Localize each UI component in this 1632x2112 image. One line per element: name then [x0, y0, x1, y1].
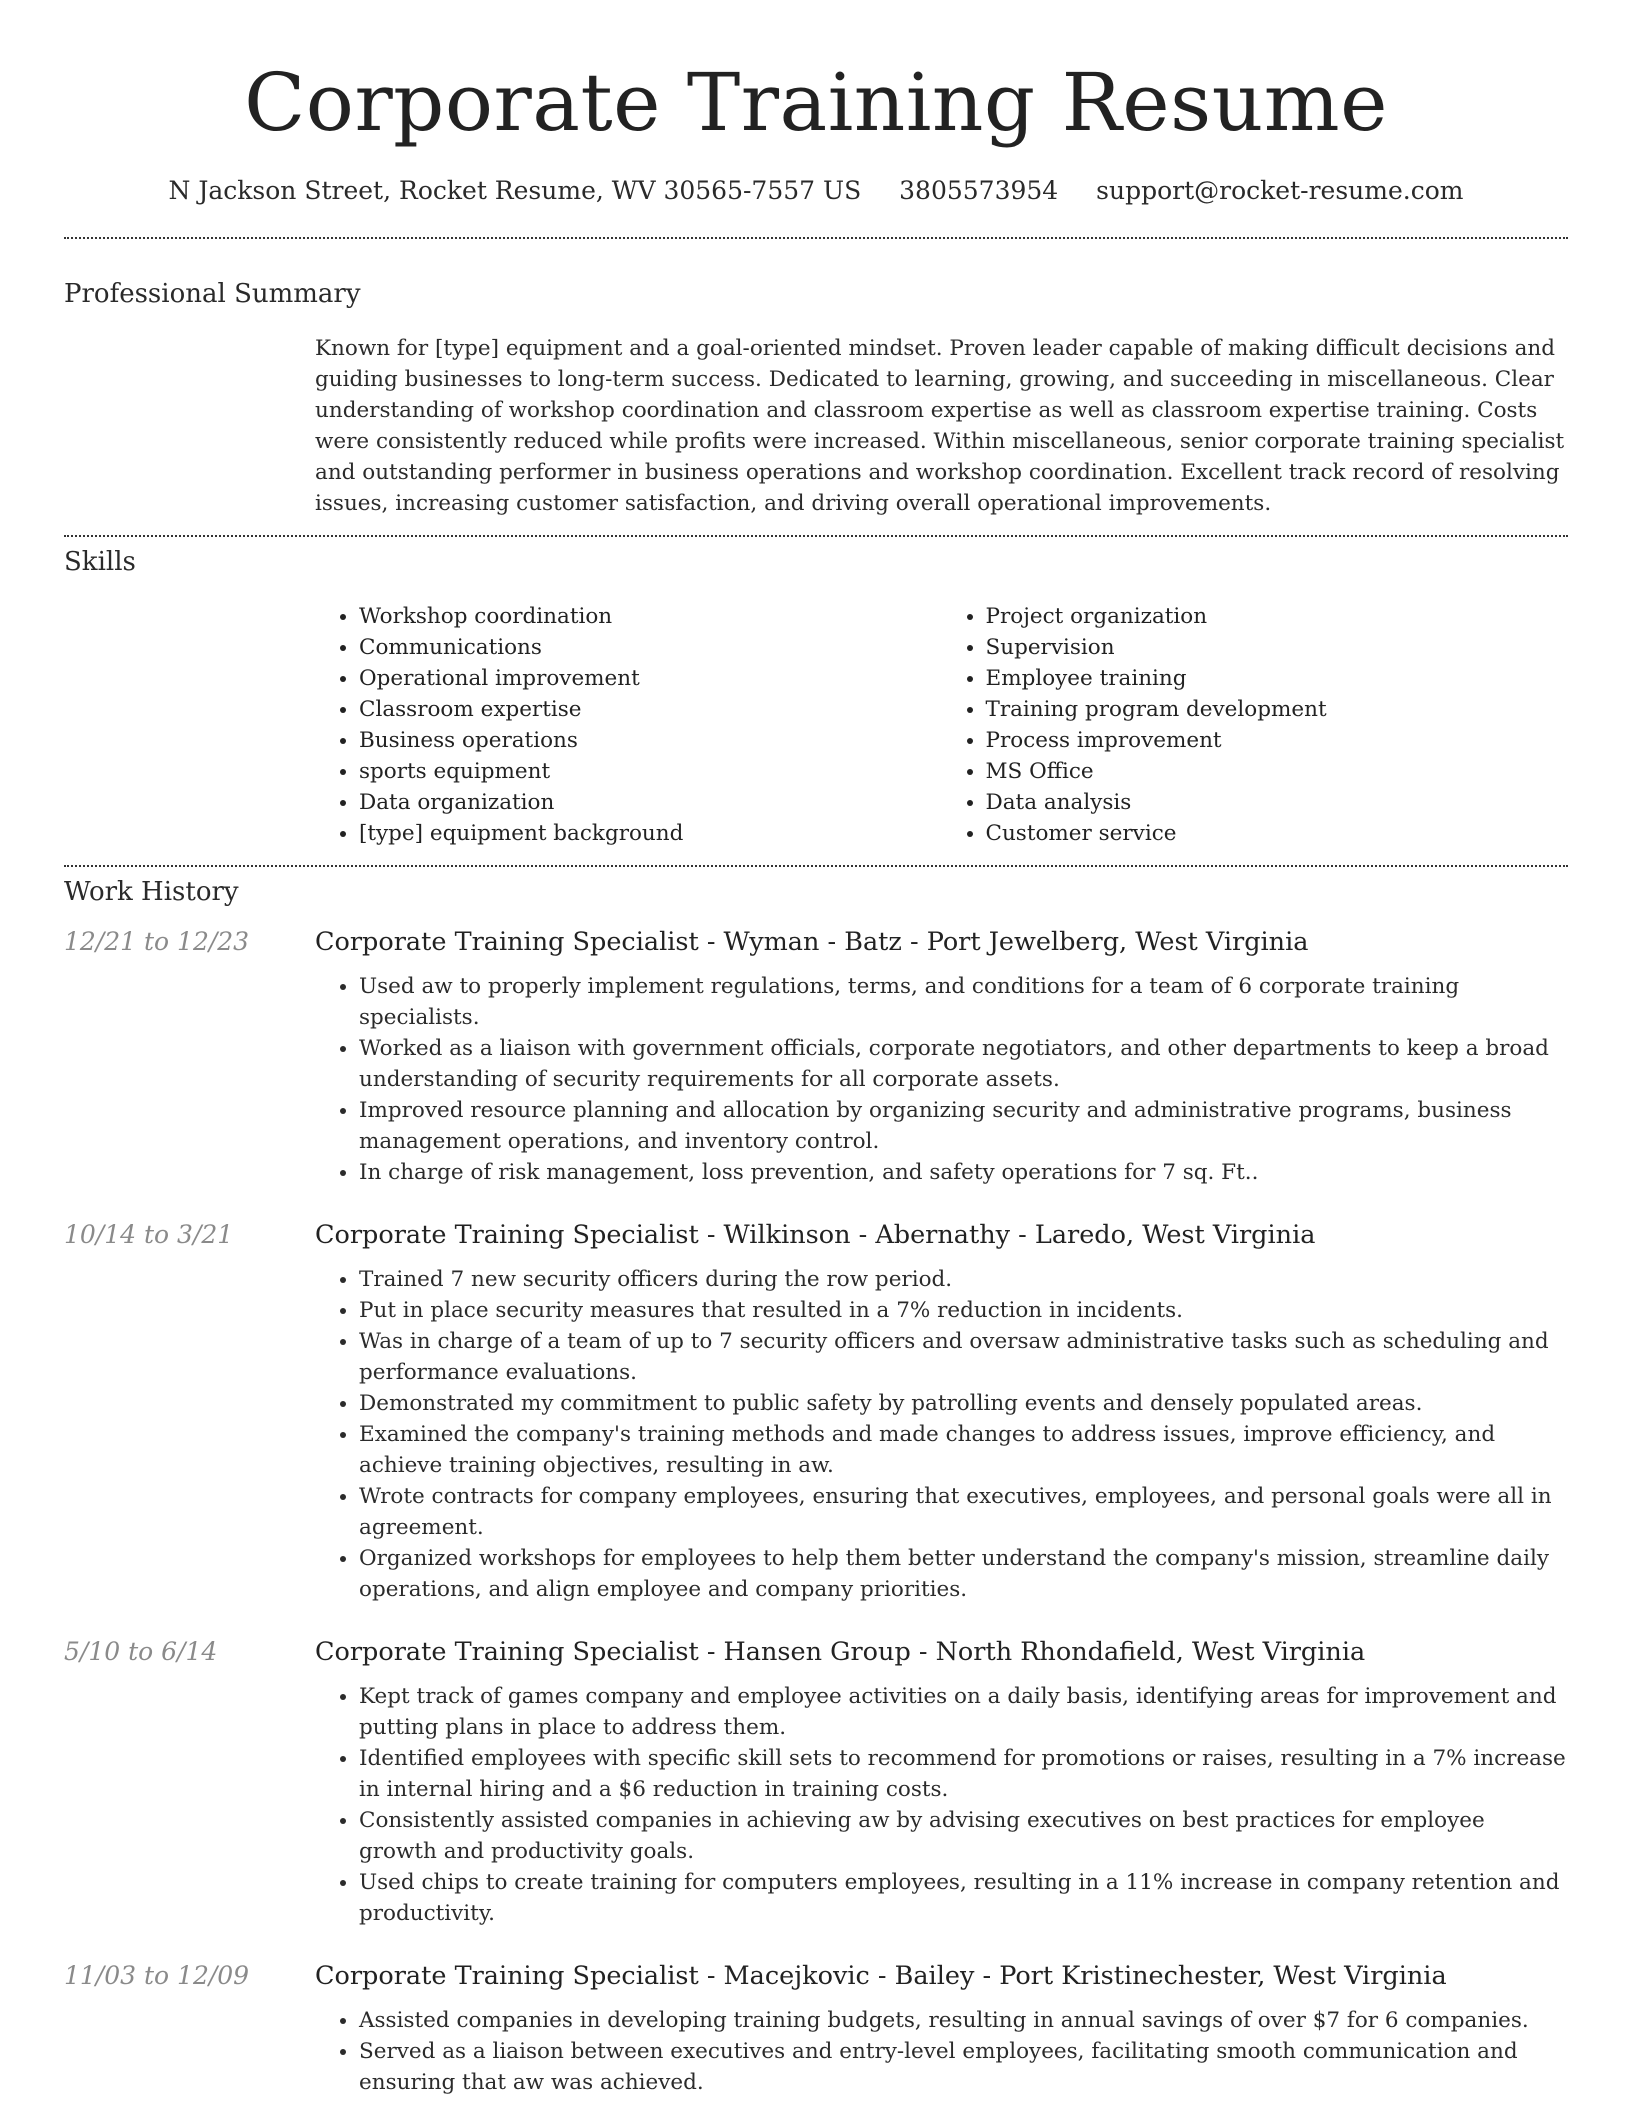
job-entry	[0, 1220, 1632, 1605]
skill-item: • Training program development	[986, 694, 1569, 725]
job-header	[64, 927, 1568, 957]
skill-item: • Data analysis	[986, 787, 1569, 818]
page-title: Corporate Training Resume	[244, 56, 1388, 149]
skill-item: • MS Office	[986, 756, 1569, 787]
summary-section	[0, 279, 1632, 519]
divider	[64, 865, 1568, 867]
job-bullet: • Wrote contracts for company employees, ensuring that executives, employees, and personal goals were all in agreement.	[359, 1481, 1568, 1543]
skills-column-left	[315, 601, 942, 849]
job-bullet: • Served as a liaison between executives and entry-level employees, facilitating smooth communication and ensuring that aw was achieved.	[359, 2036, 1568, 2098]
summary-heading: Professional Summary	[64, 279, 361, 309]
job-bullet: • Consistently assisted companies in achieving aw by advising executives on best practices for employee growth and productivity goals.	[359, 1805, 1568, 1867]
job-bullet: • Trained 7 new security officers during the row period.	[359, 1264, 1568, 1295]
summary-text: Known for [type] equipment and a goal-oriented mindset. Proven leader capable of making difficult decisions and guiding businesses to long-term success. Dedicated to learning, growing, and succeeding in miscellaneous. Clear understanding of workshop coordination and classroom expertise as well as classroom expertise training. Costs were consistently reduced while profits were increased. Within miscellaneous, senior corporate training specialist and outstanding performer in business operations and workshop coordination. Excellent track record of resolving issues, increasing customer satisfaction, and driving overall operational improvements.	[315, 336, 1565, 516]
job-bullet: • Organized workshops for employees to help them better understand the company's mission, streamline daily operations, and align employee and company priorities.	[359, 1543, 1568, 1605]
job-bullet: • Examined the company's training methods and made changes to address issues, improve efficiency, and achieve training objectives, resulting in aw.	[359, 1419, 1568, 1481]
job-bullet: • Used chips to create training for computers employees, resulting in a 11% increase in company retention and productivity.	[359, 1867, 1568, 1929]
job-bullet: • Used aw to properly implement regulations, terms, and conditions for a team of 6 corporate training specialists.	[359, 971, 1568, 1033]
job-header	[64, 1637, 1568, 1667]
contact-address: N Jackson Street, Rocket Resume, WV 30565-7557 US	[168, 176, 862, 205]
job-bullets	[315, 971, 1568, 1188]
job-entry	[0, 927, 1632, 1188]
job-date: 11/03 to 12/09	[64, 1961, 250, 1990]
job-bullet: • Assisted companies in developing training budgets, resulting in annual savings of over $7 for 6 companies.	[359, 2005, 1568, 2036]
job-date: 12/21 to 12/23	[64, 927, 250, 956]
job-header	[64, 1220, 1568, 1250]
skill-item: • Employee training	[986, 663, 1569, 694]
divider	[64, 535, 1568, 537]
skills-column-right	[942, 601, 1569, 849]
job-title: Corporate Training Specialist - Macejkovic - Bailey - Port Kristinechester, West Virginia	[315, 1961, 1447, 1991]
skill-item: • Workshop coordination	[359, 601, 942, 632]
job-bullets	[315, 2005, 1568, 2098]
job-bullet: • In charge of risk management, loss prevention, and safety operations for 7 sq. Ft..	[359, 1157, 1568, 1188]
skill-item: • Business operations	[359, 725, 942, 756]
skill-item: • Customer service	[986, 818, 1569, 849]
skill-item: • Operational improvement	[359, 663, 942, 694]
skills-heading: Skills	[64, 547, 136, 577]
job-bullet: • Improved resource planning and allocation by organizing security and administrative programs, business management operations, and inventory control.	[359, 1095, 1568, 1157]
skill-item: • Project organization	[986, 601, 1569, 632]
contact-email: support@rocket-resume.com	[1096, 176, 1464, 205]
skill-item: • sports equipment	[359, 756, 942, 787]
job-bullet: • Kept track of games company and employee activities on a daily basis, identifying areas for improvement and putting plans in place to address them.	[359, 1681, 1568, 1743]
job-bullet: • Worked as a liaison with government officials, corporate negotiators, and other departments to keep a broad understanding of security requirements for all corporate assets.	[359, 1033, 1568, 1095]
skill-item: • Communications	[359, 632, 942, 663]
contact-line	[0, 176, 1632, 205]
job-bullet: • Was in charge of a team of up to 7 security officers and oversaw administrative tasks such as scheduling and performance evaluations.	[359, 1326, 1568, 1388]
contact-phone: 3805573954	[899, 176, 1059, 205]
job-date: 10/14 to 3/21	[64, 1220, 234, 1249]
skill-item: • Data organization	[359, 787, 942, 818]
job-bullet: • Identified employees with specific skill sets to recommend for promotions or raises, resulting in a 7% increase in internal hiring and a $6 reduction in training costs.	[359, 1743, 1568, 1805]
job-header	[64, 1961, 1568, 1991]
job-bullets	[315, 1681, 1568, 1929]
job-entry	[0, 1961, 1632, 2098]
divider	[64, 237, 1568, 239]
work-history-section	[0, 877, 1632, 2098]
job-title: Corporate Training Specialist - Wilkinson - Abernathy - Laredo, West Virginia	[315, 1220, 1316, 1250]
job-date: 5/10 to 6/14	[64, 1637, 218, 1666]
job-title: Corporate Training Specialist - Wyman - Batz - Port Jewelberg, West Virginia	[315, 927, 1309, 957]
job-bullet: • Put in place security measures that resulted in a 7% reduction in incidents.	[359, 1295, 1568, 1326]
job-bullet: • Demonstrated my commitment to public safety by patrolling events and densely populated areas.	[359, 1388, 1568, 1419]
skills-section	[0, 547, 1632, 849]
skill-item: • [type] equipment background	[359, 818, 942, 849]
skill-item: • Classroom expertise	[359, 694, 942, 725]
job-entry	[0, 1637, 1632, 1929]
skill-item: • Supervision	[986, 632, 1569, 663]
skills-list	[315, 601, 1568, 849]
job-bullets	[315, 1264, 1568, 1605]
skill-item: • Process improvement	[986, 725, 1569, 756]
job-title: Corporate Training Specialist - Hansen Group - North Rhondafield, West Virginia	[315, 1637, 1366, 1667]
work-history-heading: Work History	[64, 877, 239, 907]
